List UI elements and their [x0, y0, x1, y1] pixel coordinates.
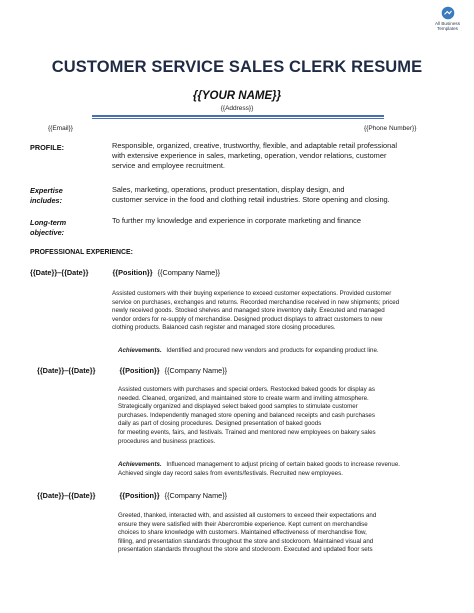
job-dates: {{Date}}–{{Date}}: [30, 268, 89, 277]
achievements-label: Achievements.: [118, 461, 162, 468]
job-line: presentation standards throughout the store and stockroom. Executed and updated floor sets: [118, 546, 373, 554]
expertise-line: customer service in the food and clothing retail industries. Store opening and closing.: [112, 195, 390, 204]
header-rule: [92, 115, 384, 117]
job-description: [118, 386, 458, 446]
logo-icon: [441, 6, 455, 20]
job-line: filling, and presentation standards throughout the store and stockroom. Maintained visual and: [118, 537, 374, 545]
expertise-text: [112, 185, 452, 205]
job-dates: {{Date}}–{{Date}}: [37, 366, 96, 375]
job-line: vendor orders for re-supply of merchandise. Designed product displays to attract customers to new: [112, 315, 383, 323]
candidate-name: {{YOUR NAME}}: [192, 90, 282, 102]
achievements-label: Achievements.: [118, 347, 162, 354]
job-dates: {{Date}}–{{Date}}: [37, 491, 96, 500]
candidate-phone: {{Phone Number}}: [364, 125, 417, 132]
candidate-email: {{Email}}: [48, 125, 73, 132]
job-line: Assisted customers with purchases and special orders. Restocked baked goods for display as: [118, 386, 375, 393]
expertise-line: Sales, marketing, operations, product presentation, display design, and: [112, 185, 345, 194]
job-line: clothing products. Balanced cash register and managed store closing procedures.: [112, 324, 336, 332]
job-line: service on purchases, exchanges and returns. Recorded merchandise received in new shipments; priced: [112, 298, 400, 306]
profile-label: PROFILE:: [30, 143, 65, 152]
achievement-line: Identified and procured new vendors and products for expanding product line.: [166, 347, 379, 354]
profile-line: Responsible, organized, creative, trustworthy, flexible, and adaptable retail professional: [112, 141, 397, 150]
job-line: Assisted customers with their buying experience to exceed customer expectations. Provided customer: [112, 290, 392, 297]
job-line: procedures and business practices.: [118, 437, 216, 445]
job-line: Greeted, thanked, interacted with, and assisted all customers to exceed their expectations and: [118, 512, 377, 519]
job-position: {{Position}}: [112, 268, 153, 277]
header-rule-thin: [92, 118, 384, 119]
objective-label-2: objective:: [30, 228, 65, 237]
job-header: [37, 491, 227, 500]
job-position: {{Position}}: [119, 491, 160, 500]
profile-line: with extensive experience in sales, marketing, operation, vendor relations, customer: [112, 151, 387, 160]
objective-label: Long-term: [30, 218, 67, 227]
job-position: {{Position}}: [119, 366, 160, 375]
achievement-line: Achieved single day record sales from events/festivals. Recruited new employees.: [118, 469, 343, 477]
job-line: choices to share knowledge with customers. Maintained effectiveness of merchandise flow,: [118, 529, 367, 537]
job-line: daily as part of closing procedures. Designed presentation of baked goods: [118, 420, 322, 428]
job-line: newly received goods. Stocked shelves and managed store inventory daily. Executed and managed: [112, 307, 385, 315]
experience-heading: PROFESSIONAL EXPERIENCE:: [30, 249, 133, 256]
expertise-label-2: includes:: [30, 196, 63, 205]
job-company: {{Company Name}}: [164, 491, 228, 500]
job-line: needed. Cleaned, organized, and maintained store to create warm and inviting atmosphere.: [118, 394, 369, 402]
job-company: {{Company Name}}: [157, 268, 221, 277]
profile-text: [112, 141, 452, 171]
job-line: purchases. Independently managed store opening and balanced receipts and cash purchases: [118, 411, 375, 419]
job-description: [112, 290, 457, 333]
job-header: [30, 268, 220, 277]
candidate-address: {{Address}}: [220, 105, 254, 112]
job-line: for meeting events, fairs, and festivals. Trained and mentored new employees on bakery sales: [118, 428, 376, 436]
job-achievements: [118, 347, 379, 356]
logo-text-line2: Templates: [437, 26, 458, 31]
job-description: [118, 512, 458, 555]
job-header: [37, 366, 227, 375]
achievement-line: Influenced management to adjust pricing of certain baked goods to increase revenue.: [166, 461, 400, 468]
job-company: {{Company Name}}: [164, 366, 228, 375]
objective-text: To further my knowledge and experience in corporate marketing and finance: [112, 216, 361, 225]
logo-text-line1: All Business: [434, 21, 461, 26]
document-title: CUSTOMER SERVICE SALES CLERK RESUME: [51, 58, 423, 76]
profile-line: service and employee recruitment.: [112, 161, 225, 170]
job-achievements: [118, 461, 458, 478]
expertise-label: Expertise: [30, 186, 63, 195]
brand-logo: [425, 6, 470, 31]
job-line: Strategically organized and displayed select baked good samples to stimulate customer: [118, 403, 358, 411]
job-line: ensure they were satisfied with their Abercrombie experience. Kept current on merchandise: [118, 520, 368, 528]
